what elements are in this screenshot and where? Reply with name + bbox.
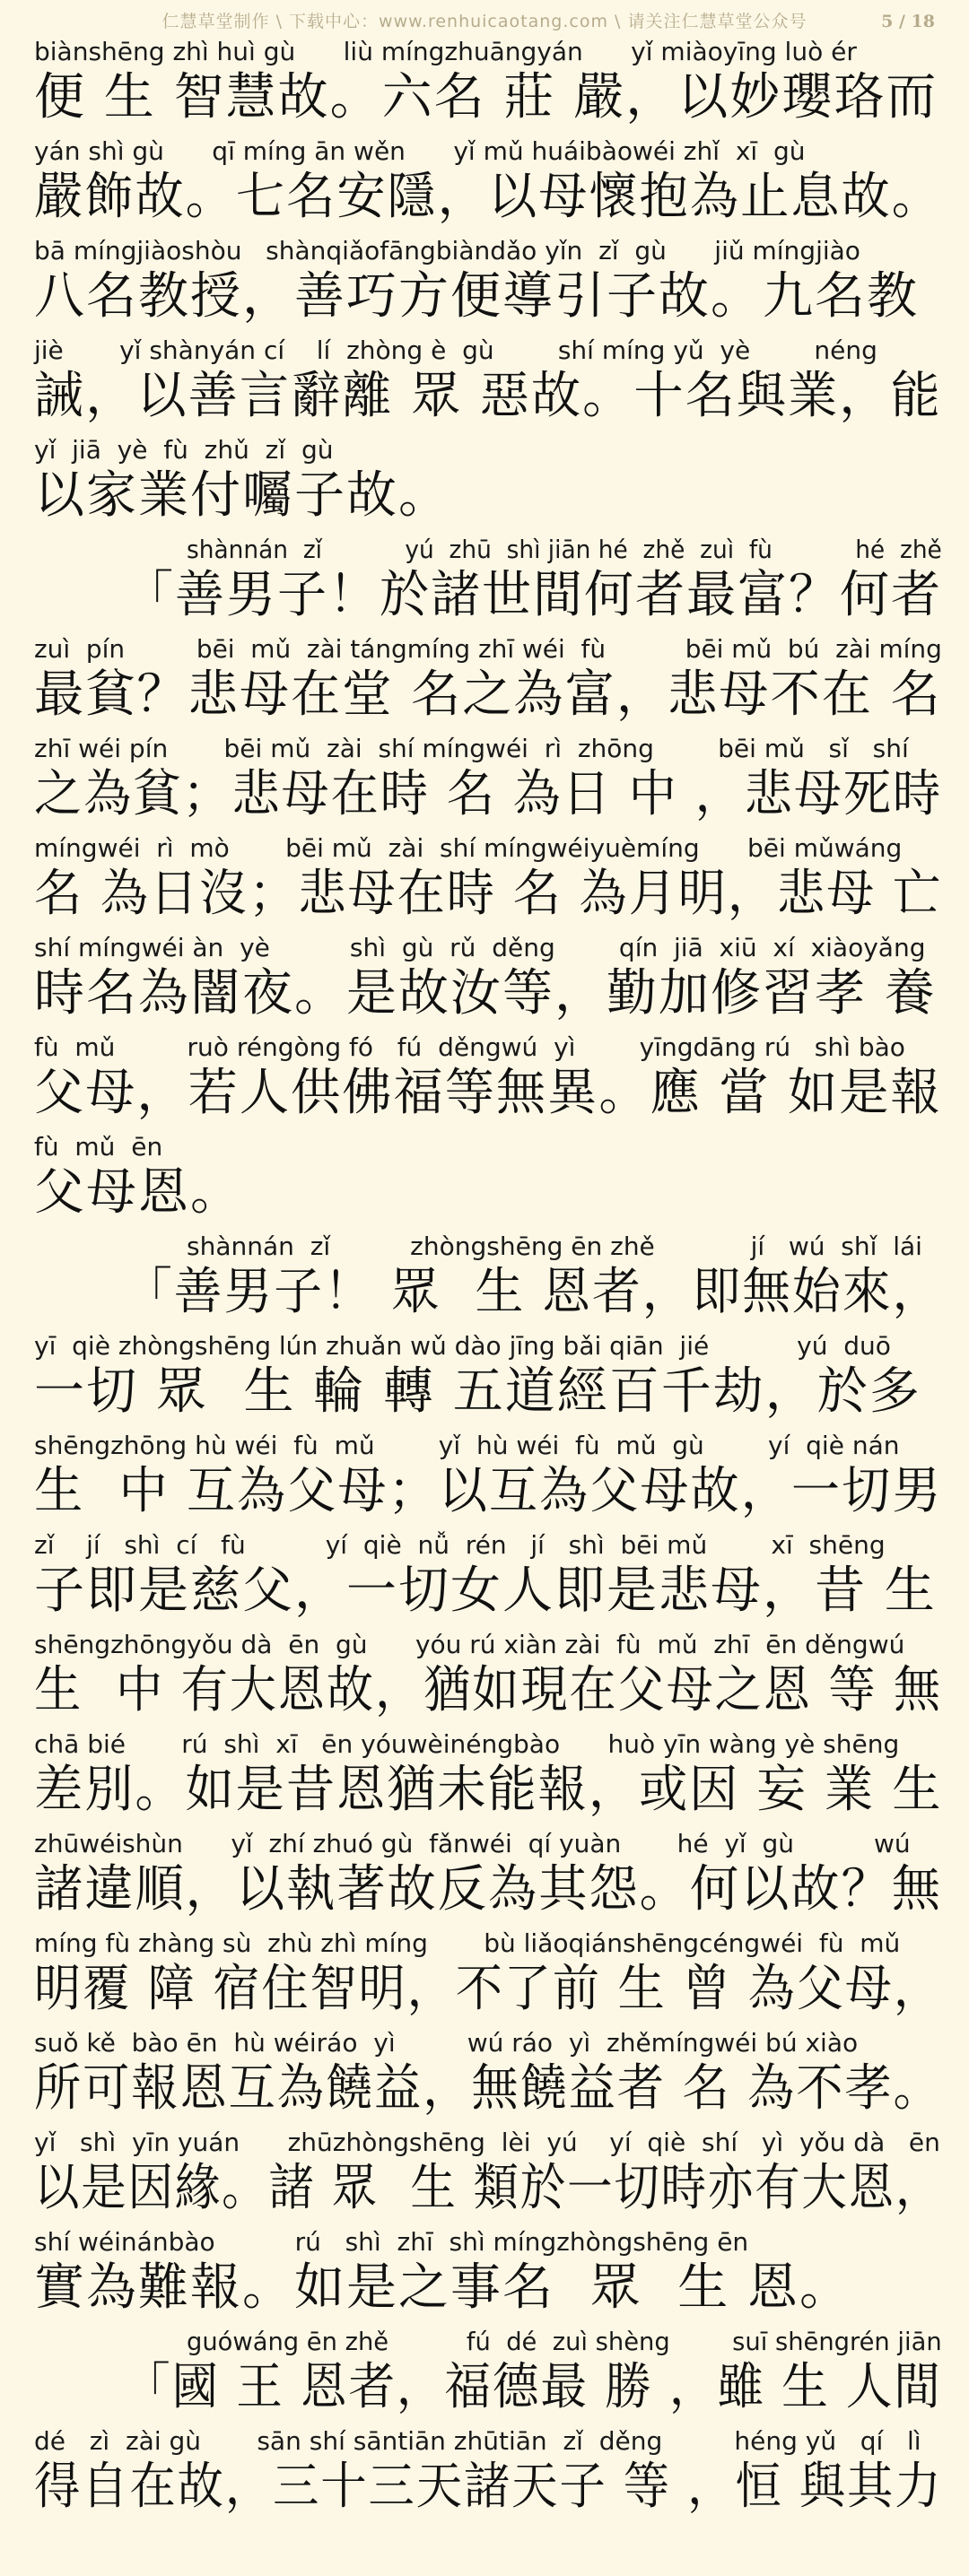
pinyin-annotation: suǒ kě bào ēn hù wéiráo yì wú ráo yì zhěmíngwéi bú xiào bbox=[34, 2028, 859, 2058]
pinyin-annotation: zǐ jí shì cí fù yí qiè nǚ rén jí shì bēi mǔ xī shēng bbox=[34, 1530, 886, 1560]
text-line bbox=[34, 1430, 942, 1529]
pinyin-annotation: zuì pín bēi mǔ zài tángmíng zhī wéi fù bēi mǔ bú zài míng bbox=[34, 634, 942, 664]
pinyin-annotation: shí wéinánbào rú shì zhī shì míngzhòngshēng ēn bbox=[34, 2227, 749, 2257]
pinyin-annotation: shēngzhōng hù wéi fù mǔ yǐ hù wéi fù mǔ gù yí qiè nán bbox=[34, 1431, 900, 1460]
text-line bbox=[34, 1231, 942, 1330]
pinyin-annotation: chā bié rú shì xī ēn yóuwèinéngbào huò yīn wàng yè shēng bbox=[34, 1729, 900, 1759]
text-line bbox=[34, 932, 942, 1031]
chinese-text: 所可報恩互為饒益，無饒益者 名 為不孝。 bbox=[34, 2059, 942, 2118]
header-text: 仁慧草堂制作 \ 下载中心：www.renhuicaotang.com \ 请关注仁慧草堂公众号 bbox=[162, 12, 808, 31]
text-line bbox=[34, 1629, 942, 1728]
chinese-text: 嚴飾故。七名安隱，以母懷抱為止息故。 bbox=[34, 168, 942, 226]
pinyin-annotation: jiè yǐ shànyán cí lí zhòng è gù shí míng yǔ yè néng bbox=[34, 335, 877, 365]
chinese-text: 以家業付囑子故。 bbox=[34, 466, 450, 525]
pinyin-annotation: míng fù zhàng sù zhù zhì míng bù liǎoqiánshēngcéngwéi fù mǔ bbox=[34, 1928, 901, 1958]
chinese-text: 誡，以善言辭離 眾 惡故。十名與業，能 bbox=[34, 367, 942, 425]
pinyin-annotation: fù mǔ ruò réngòng fó fú děngwú yì yīngdāng rú shì bào bbox=[34, 1032, 905, 1062]
text-line bbox=[34, 1828, 942, 1928]
text-line bbox=[34, 235, 942, 335]
text-line bbox=[34, 36, 942, 135]
pinyin-annotation: guówáng ēn zhě fú dé zuì shèng suī shēngrén jiān bbox=[187, 2327, 942, 2356]
chinese-text: 父母恩。 bbox=[34, 1163, 242, 1222]
pinyin-annotation: fù mǔ ēn bbox=[34, 1132, 163, 1162]
text-line bbox=[34, 434, 942, 534]
pinyin-annotation: shēngzhōngyǒu dà ēn gù yóu rú xiàn zài fù mǔ zhī ēn děngwú bbox=[34, 1630, 905, 1659]
text-line bbox=[34, 733, 942, 832]
chinese-text: 名 為日沒；悲母在時 名 為月明，悲母 亡 bbox=[34, 865, 943, 923]
chinese-text: 差別。如是昔恩猶未能報，或因 妄 業 生 bbox=[34, 1761, 943, 1819]
text-line bbox=[34, 2326, 942, 2425]
chinese-text: 便 生 智慧故。六名 莊 嚴，以妙瓔珞而 bbox=[34, 68, 938, 126]
page-number: 5 / 18 bbox=[881, 12, 935, 31]
chinese-text: 明覆 障 宿住智明，不了前 生 曾 為父母， bbox=[34, 1960, 942, 2018]
text-line bbox=[34, 1131, 942, 1231]
page-header bbox=[0, 9, 969, 34]
chinese-text: 實為難報。如是之事名 眾 生 恩。 bbox=[34, 2258, 852, 2317]
pinyin-annotation: biànshēng zhì huì gù liù míngzhuāngyán yǐ miàoyīng luò ér bbox=[34, 37, 857, 66]
text-line bbox=[34, 335, 942, 434]
chinese-text: 「善男子！於諸世間何者最富？何者 bbox=[124, 566, 943, 624]
text-line bbox=[34, 1031, 942, 1131]
pinyin-annotation: zhī wéi pín bēi mǔ zài shí míngwéi rì zhōng bēi mǔ sǐ shí bbox=[34, 734, 909, 763]
text-line bbox=[34, 633, 942, 733]
chinese-text: 諸違順，以執著故反為其怨。何以故？無 bbox=[34, 1860, 942, 1919]
pinyin-annotation: zhūwéishùn yǐ zhí zhuó gù fǎnwéi qí yuàn hé yǐ gù wú bbox=[34, 1829, 911, 1858]
chinese-text: 之為貧；悲母在時 名 為日 中 ，悲母死時 bbox=[34, 765, 943, 823]
pinyin-annotation: yán shì gù qī míng ān wěn yǐ mǔ huáibàowéi zhǐ xī gù bbox=[34, 136, 806, 166]
chinese-text: 「國 王 恩者，福德最 勝 ，雖 生 人間 bbox=[124, 2358, 942, 2416]
chinese-text: 得自在故，三十三天諸天子 等 ，恒 與其力 bbox=[34, 2458, 943, 2516]
chinese-text: 「善男子！ 眾 生 恩者，即無始來， bbox=[124, 1263, 943, 1321]
pinyin-annotation: bā míngjiàoshòu shànqiǎofāngbiàndǎo yǐn zǐ gù jiǔ míngjiào bbox=[34, 236, 860, 265]
pinyin-annotation: shí míngwéi àn yè shì gù rǔ děng qín jiā xiū xí xiàoyǎng bbox=[34, 933, 926, 962]
chinese-text: 生 中 互為父母；以互為父母故，一切男 bbox=[34, 1462, 943, 1520]
text-line bbox=[34, 135, 942, 235]
pinyin-annotation: dé zì zài gù sān shí sāntiān zhūtiān zǐ děng héng yǔ qí lì bbox=[34, 2426, 921, 2456]
text-line bbox=[34, 1928, 942, 2027]
text-line bbox=[34, 832, 942, 932]
chinese-text: 一切 眾 生 輪 轉 五道經百千劫，於多 bbox=[34, 1362, 921, 1421]
chinese-text: 以是因緣。諸 眾 生 類於一切時亦有大恩， bbox=[34, 2159, 943, 2217]
chinese-text: 生 中 有大恩故，猶如現在父母之恩 等 無 bbox=[34, 1661, 942, 1719]
chinese-text: 父母，若人供佛福等無異。應 當 如是報 bbox=[34, 1064, 942, 1122]
pinyin-annotation: shànnán zǐ yú zhū shì jiān hé zhě zuì fù hé zhě bbox=[187, 535, 942, 564]
pinyin-annotation: yī qiè zhòngshēng lún zhuǎn wǔ dào jīng bǎi qiān jié yú duō bbox=[34, 1331, 891, 1361]
chinese-text: 子即是慈父，一切女人即是悲母，昔 生 bbox=[34, 1562, 937, 1620]
text-line bbox=[34, 1330, 942, 1430]
text-line bbox=[34, 2425, 942, 2525]
scripture-text-body bbox=[34, 36, 942, 2525]
pinyin-annotation: shànnán zǐ zhòngshēng ēn zhě jí wú shǐ lái bbox=[187, 1231, 922, 1261]
chinese-text: 八名教授，善巧方便導引子故。九名教 bbox=[34, 267, 919, 326]
text-line bbox=[34, 2027, 942, 2127]
chinese-text: 時名為闇夜。是故汝等，勤加修習孝 養 bbox=[34, 964, 937, 1023]
chinese-text: 最貧？悲母在堂 名之為富，悲母不在 名 bbox=[34, 666, 942, 724]
text-line bbox=[34, 2127, 942, 2226]
pinyin-annotation: yǐ shì yīn yuán zhūzhòngshēng lèi yú yí qiè shí yì yǒu dà ēn bbox=[34, 2128, 940, 2157]
pinyin-annotation: yǐ jiā yè fù zhǔ zǐ gù bbox=[34, 435, 334, 465]
pinyin-annotation: míngwéi rì mò bēi mǔ zài shí míngwéiyuèmíng bēi mǔwáng bbox=[34, 833, 903, 863]
text-line bbox=[34, 1529, 942, 1629]
text-line bbox=[34, 534, 942, 633]
text-line bbox=[34, 1728, 942, 1828]
text-line bbox=[34, 2226, 942, 2326]
